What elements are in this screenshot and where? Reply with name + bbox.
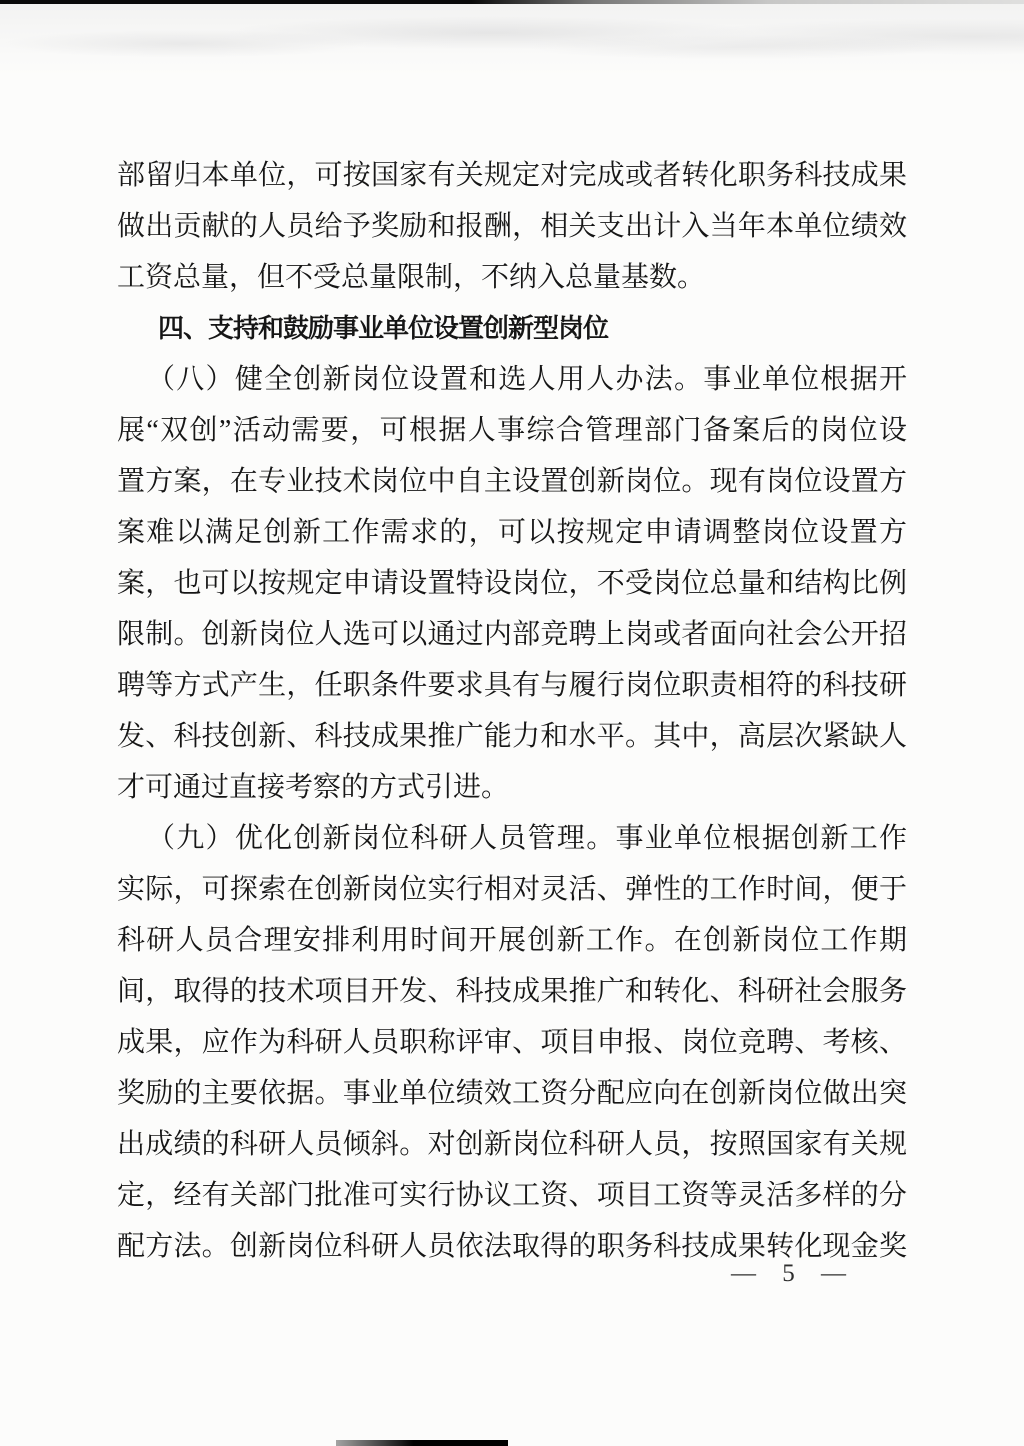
text-line: 才可通过直接考察的方式引进。 <box>117 772 510 803</box>
text-line: 聘等方式产生，任职条件要求具有与履行岗位职责相符的科技研 <box>117 670 907 701</box>
text-line: 做出贡献的人员给予奖励和报酬，相关支出计入当年本单位绩效 <box>117 211 907 242</box>
text-line: （八）健全创新岗位设置和选人用人办法。事业单位根据开 <box>147 364 907 395</box>
text-line: （九）优化创新岗位科研人员管理。事业单位根据创新工作 <box>147 823 907 854</box>
text-line: 发、科技创新、科技成果推广能力和水平。其中，高层次紧缺人 <box>117 721 907 752</box>
text-line: 工资总量，但不受总量限制，不纳入总量基数。 <box>117 262 706 293</box>
text-block <box>117 150 907 1272</box>
text-line: 展“双创”活动需要，可根据人事综合管理部门备案后的岗位设 <box>117 415 907 446</box>
text-line: 置方案，在专业技术岗位中自主设置创新岗位。现有岗位设置方 <box>117 466 907 497</box>
text-line: 奖励的主要依据。事业单位绩效工资分配应向在创新岗位做出突 <box>117 1078 907 1109</box>
text-line: 成果，应作为科研人员职称评审、项目申报、岗位竞聘、考核、 <box>117 1027 907 1058</box>
text-line: 配方法。创新岗位科研人员依法取得的职务科技成果转化现金奖 <box>117 1231 907 1262</box>
text-line: 限制。创新岗位人选可以通过内部竞聘上岗或者面向社会公开招 <box>117 619 907 650</box>
text-line: 实际，可探索在创新岗位实行相对灵活、弹性的工作时间，便于 <box>117 874 907 905</box>
section-heading: 四、支持和鼓励事业单位设置创新型岗位 <box>158 313 609 343</box>
scan-noise-band <box>0 4 1024 76</box>
text-line: 出成绩的科研人员倾斜。对创新岗位科研人员，按照国家有关规 <box>117 1129 907 1160</box>
scan-artifact-bottom-bar <box>336 1440 508 1446</box>
text-line: 间，取得的技术项目开发、科技成果推广和转化、科研社会服务 <box>117 976 907 1007</box>
text-line: 科研人员合理安排利用时间开展创新工作。在创新岗位工作期 <box>117 925 907 956</box>
text-line: 案难以满足创新工作需求的，可以按规定申请调整岗位设置方 <box>117 517 907 548</box>
text-line: 案，也可以按规定申请设置特设岗位，不受岗位总量和结构比例 <box>117 568 907 599</box>
text-line: 部留归本单位，可按国家有关规定对完成或者转化职务科技成果 <box>117 160 907 191</box>
page-number: — 5 — <box>731 1260 848 1287</box>
text-line: 定，经有关部门批准可实行协议工资、项目工资等灵活多样的分 <box>117 1180 907 1211</box>
